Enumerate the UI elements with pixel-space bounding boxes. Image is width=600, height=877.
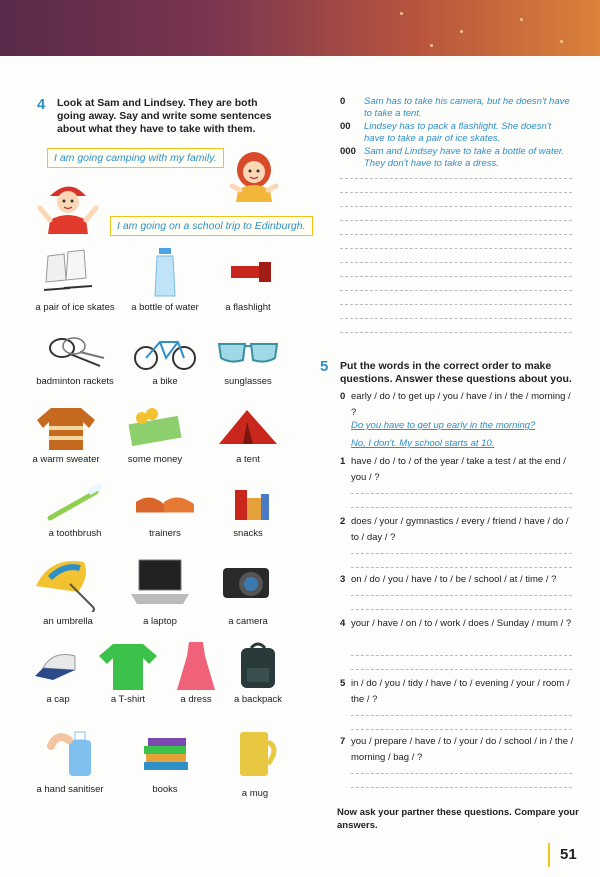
item-label: a hand sanitiser <box>36 784 104 795</box>
example-answer-reply: No, I don't. My school starts at 10. <box>351 438 495 449</box>
question-words: on / do / you / have / to / be / school / at / time / ? <box>351 574 557 585</box>
answer-line[interactable] <box>351 493 572 494</box>
item-ice-skates <box>27 248 123 313</box>
bike-icon <box>130 332 200 372</box>
item-label: a T-shirt <box>110 694 146 705</box>
item-hand-sanitiser <box>22 724 118 795</box>
answer-line[interactable] <box>351 655 572 656</box>
question-number: 3 <box>340 574 346 585</box>
item-label: a bottle of water <box>131 302 199 313</box>
answer-line[interactable] <box>351 669 572 670</box>
question-2 <box>340 514 575 546</box>
question-words: does / your / gymnastics / every / friend / have / do / to / day / ? <box>351 516 569 543</box>
answer-line[interactable] <box>351 729 572 730</box>
item-label: a cap <box>46 694 70 705</box>
question-3 <box>340 572 575 588</box>
writing-line[interactable] <box>340 178 572 179</box>
item-label: trainers <box>149 528 181 539</box>
laptop-icon <box>125 556 195 612</box>
item-label: an umbrella <box>43 616 93 627</box>
item-label: a laptop <box>143 616 177 627</box>
writing-line[interactable] <box>340 262 572 263</box>
question-number: 2 <box>340 516 346 527</box>
answer-line[interactable] <box>351 715 572 716</box>
item-some-money <box>107 404 203 465</box>
answer-line[interactable] <box>351 787 572 788</box>
item-label: a bike <box>152 376 178 387</box>
writing-line[interactable] <box>340 248 572 249</box>
mug-icon <box>220 724 290 784</box>
example-000 <box>340 146 575 182</box>
snacks-icon <box>213 484 283 524</box>
sunglasses-icon <box>213 332 283 372</box>
writing-line[interactable] <box>340 206 572 207</box>
item-toothbrush <box>27 484 123 539</box>
item-label: snacks <box>233 528 263 539</box>
trainers-icon <box>130 484 200 524</box>
books-icon <box>130 724 200 780</box>
question-5 <box>340 676 575 708</box>
camera-icon <box>213 556 283 612</box>
question-4 <box>340 616 575 648</box>
writing-line[interactable] <box>340 304 572 305</box>
hand-sanitiser-icon <box>35 724 105 780</box>
sweater-icon <box>31 404 101 450</box>
writing-line[interactable] <box>340 290 572 291</box>
question-0 <box>340 389 575 421</box>
item-label: books <box>152 784 178 795</box>
tent-icon <box>213 404 283 450</box>
item-backpack <box>210 640 306 705</box>
item-bottle-of-water <box>117 248 213 313</box>
question-number: 7 <box>340 736 346 747</box>
ice-skates-icon <box>40 248 110 298</box>
item-label: a flashlight <box>225 302 271 313</box>
answer-line[interactable] <box>351 507 572 508</box>
item-flashlight <box>200 248 296 313</box>
question-number: 5 <box>340 678 346 689</box>
answer-line[interactable] <box>351 595 572 596</box>
writing-line[interactable] <box>340 332 572 333</box>
item-label: a mug <box>241 788 269 799</box>
writing-line[interactable] <box>340 220 572 221</box>
example-sentence: Lindsey has to pack a flashlight. She doesn't have to take a pair of ice skates. <box>364 121 552 144</box>
answer-line[interactable] <box>351 553 572 554</box>
flashlight-icon <box>213 248 283 298</box>
water-bottle-icon <box>130 248 200 298</box>
question-words: your / have / on / to / work / does / Sunday / mum / ? <box>351 618 572 629</box>
exercise-5-number: 5 <box>320 358 329 375</box>
writing-line[interactable] <box>340 234 572 235</box>
item-books <box>117 724 213 795</box>
writing-line[interactable] <box>340 192 572 193</box>
exercise-5-footer: Now ask your partner these questions. Compare your answers. <box>337 807 579 831</box>
item-tent <box>200 404 296 465</box>
item-label: a pair of ice skates <box>35 302 115 313</box>
badminton-rackets-icon <box>40 332 110 372</box>
header-banner <box>0 0 600 56</box>
question-words: early / do / to get up / you / have / in / the / morning / ? <box>351 391 571 418</box>
item-label: a camera <box>228 616 268 627</box>
exercise-4-instruction: Look at Sam and Lindsey. They are both going away. Say and write some sentences about what they have to take with them. <box>57 97 272 135</box>
item-label: a toothbrush <box>48 528 102 539</box>
question-1 <box>340 454 575 486</box>
exercise-5-instruction: Put the words in the correct order to make questions. Answer these questions about you. <box>340 360 572 385</box>
exercise-4-number: 4 <box>37 96 46 113</box>
money-icon <box>120 404 190 450</box>
answer-line[interactable] <box>351 773 572 774</box>
umbrella-icon <box>30 556 106 612</box>
item-label: a backpack <box>233 694 283 705</box>
item-laptop <box>112 556 208 627</box>
page-number: 51 <box>560 846 577 863</box>
item-mug <box>207 724 303 799</box>
lindsey-avatar <box>226 150 282 202</box>
item-bike <box>117 332 213 387</box>
question-number: 4 <box>340 618 346 629</box>
item-label: badminton rackets <box>36 376 114 387</box>
example-sentence: Sam has to take his camera, but he doesn't have to take a tent. <box>364 96 570 119</box>
item-trainers <box>117 484 213 539</box>
item-label: a dress <box>180 694 212 705</box>
answer-line[interactable] <box>351 609 572 610</box>
question-words: have / do / to / of the year / take a test / at the end / you / ? <box>351 456 566 483</box>
item-label: a tent <box>236 454 260 465</box>
question-words: you / prepare / have / to / your / do / school / in / the / morning / bag / ? <box>351 736 574 763</box>
example-number: 0 <box>340 96 346 107</box>
example-answer-question: Do you have to get up early in the morning? <box>351 420 536 431</box>
page-number-bar <box>548 843 550 867</box>
speech-bubble-lindsey: I am going camping with my family. <box>47 148 224 168</box>
question-number: 1 <box>340 456 346 467</box>
sam-avatar <box>36 180 100 234</box>
item-camera <box>200 556 296 627</box>
question-number: 0 <box>340 391 346 402</box>
toothbrush-icon <box>40 484 110 524</box>
example-number: 00 <box>340 121 351 132</box>
example-number: 000 <box>340 146 356 157</box>
question-words: in / do / you / tidy / have / to / evening / your / room / the / ? <box>351 678 570 705</box>
item-label: sunglasses <box>224 376 272 387</box>
item-badminton-rackets <box>27 332 123 387</box>
item-label: some money <box>127 454 183 465</box>
item-sunglasses <box>200 332 296 387</box>
speech-bubble-sam: I am going on a school trip to Edinburgh. <box>110 216 313 236</box>
item-umbrella <box>20 556 116 627</box>
item-label: a warm sweater <box>32 454 100 465</box>
writing-line[interactable] <box>340 318 572 319</box>
writing-line[interactable] <box>340 276 572 277</box>
backpack-icon <box>223 640 293 690</box>
item-snacks <box>200 484 296 539</box>
answer-line[interactable] <box>351 567 572 568</box>
question-7 <box>340 734 575 766</box>
example-sentence: Sam and Lindsey have to take a bottle of water. They don't have to take a dress. <box>364 146 565 169</box>
item-warm-sweater <box>18 404 114 465</box>
